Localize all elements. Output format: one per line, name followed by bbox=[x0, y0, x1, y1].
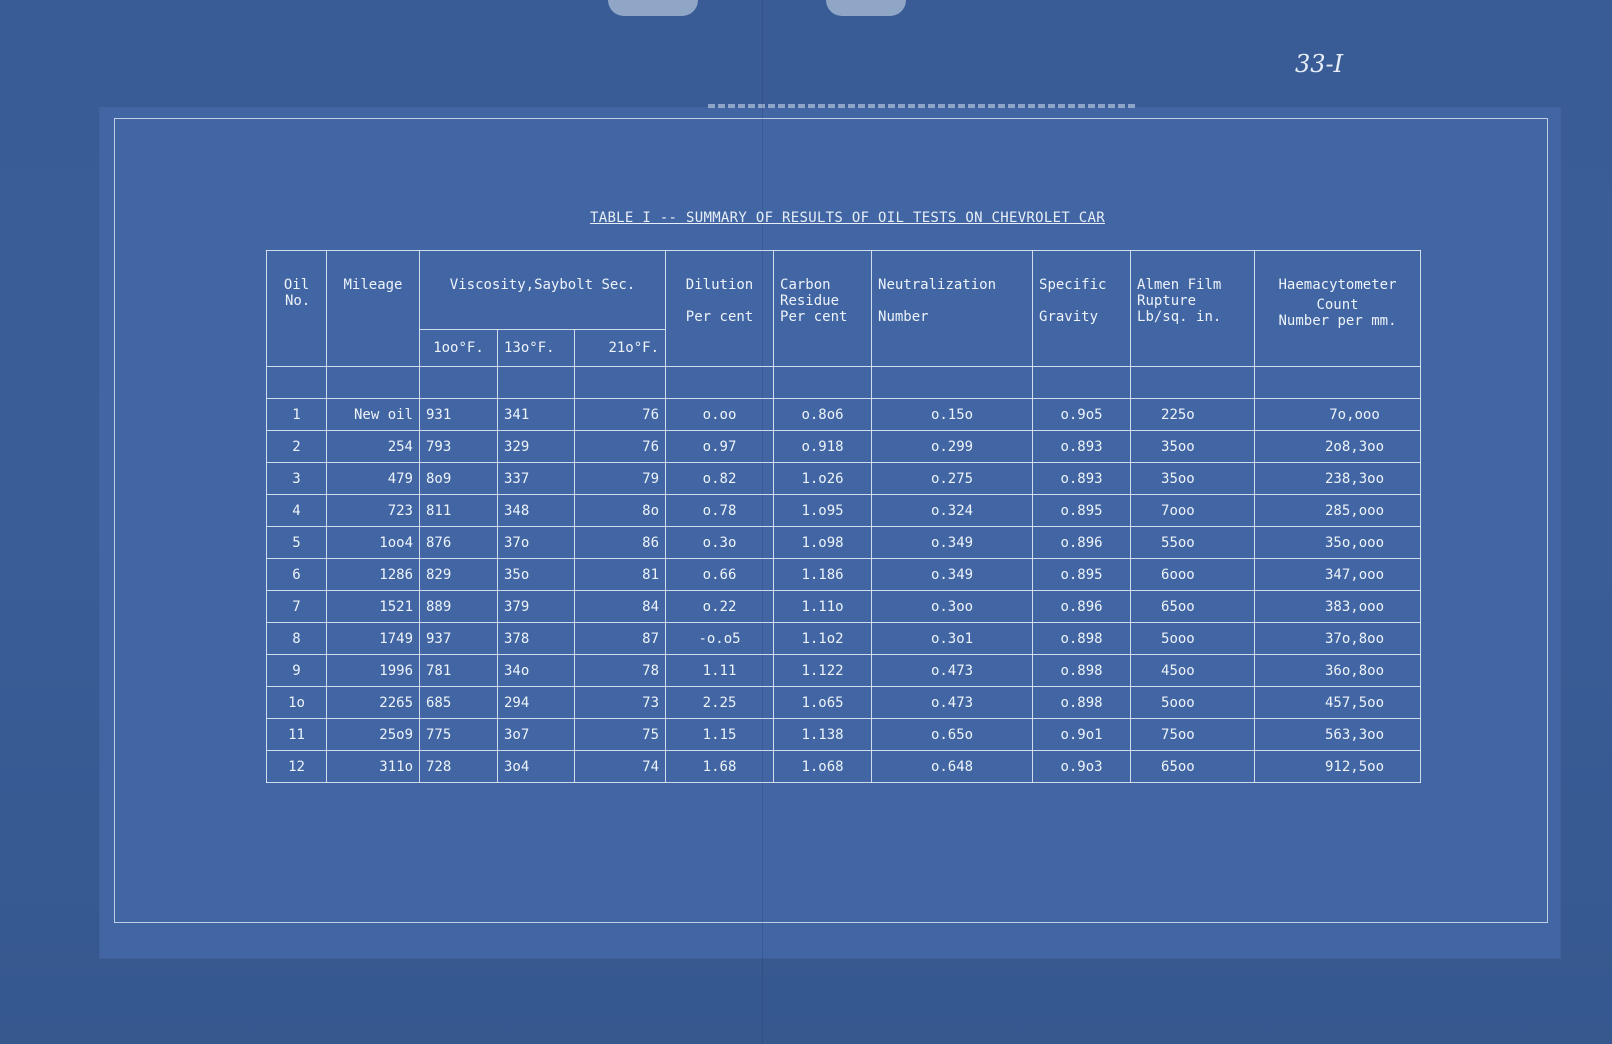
cell-visc-100: 931 bbox=[420, 399, 498, 431]
cell-carbon: 1.o26 bbox=[774, 463, 872, 495]
cell-visc-130: 341 bbox=[498, 399, 575, 431]
cell-haemacytometer: 36o,8oo bbox=[1255, 655, 1421, 687]
cell-specific-gravity: o.898 bbox=[1033, 623, 1131, 655]
cell-neutralization: o.65o bbox=[872, 719, 1033, 751]
header-dilution-line1: Dilution bbox=[685, 277, 754, 293]
header-haemacytometer-line3: Number per mm. bbox=[1278, 313, 1397, 329]
cell-oil-no: 5 bbox=[267, 527, 327, 559]
cell-haemacytometer: 457,5oo bbox=[1255, 687, 1421, 719]
cell-oil-no: 2 bbox=[267, 431, 327, 463]
cell-dilution: o.82 bbox=[666, 463, 774, 495]
cell-visc-210: 8o bbox=[575, 495, 666, 527]
header-almen-line2: Rupture bbox=[1137, 293, 1197, 309]
header-neutralization-line1: Neutralization bbox=[878, 277, 997, 293]
cell-almen: 5ooo bbox=[1131, 623, 1255, 655]
cell-mileage: 254 bbox=[327, 431, 420, 463]
cell-almen: 225o bbox=[1131, 399, 1255, 431]
cell-visc-210: 74 bbox=[575, 751, 666, 783]
cell-visc-130: 337 bbox=[498, 463, 575, 495]
cell-carbon: 1.o95 bbox=[774, 495, 872, 527]
table-title: TABLE I -- SUMMARY OF RESULTS OF OIL TESTS ON CHEVROLET CAR bbox=[590, 210, 1105, 226]
cell-almen: 7ooo bbox=[1131, 495, 1255, 527]
header-haemacytometer-line2: Count bbox=[1316, 297, 1359, 313]
cell-specific-gravity: o.898 bbox=[1033, 655, 1131, 687]
cell-oil-no: 9 bbox=[267, 655, 327, 687]
cell-haemacytometer: 563,3oo bbox=[1255, 719, 1421, 751]
cell-neutralization: o.3oo bbox=[872, 591, 1033, 623]
header-carbon-line3: Per cent bbox=[780, 309, 848, 325]
table-row bbox=[267, 623, 1421, 655]
cell-specific-gravity: o.898 bbox=[1033, 687, 1131, 719]
header-viscosity-label: Viscosity,Saybolt Sec. bbox=[449, 277, 636, 293]
cell-visc-210: 73 bbox=[575, 687, 666, 719]
cell-carbon: 1.o68 bbox=[774, 751, 872, 783]
table-row bbox=[267, 719, 1421, 751]
cell-carbon: 1.o98 bbox=[774, 527, 872, 559]
header-almen bbox=[1131, 251, 1255, 367]
cell-carbon: 1.11o bbox=[774, 591, 872, 623]
cell-neutralization: o.3o1 bbox=[872, 623, 1033, 655]
results-table-body bbox=[267, 367, 1421, 783]
cell-specific-gravity: o.896 bbox=[1033, 591, 1131, 623]
cell-visc-100: 8o9 bbox=[420, 463, 498, 495]
cell-visc-100: 876 bbox=[420, 527, 498, 559]
cell-visc-130: 3o4 bbox=[498, 751, 575, 783]
header-specific-gravity bbox=[1033, 251, 1131, 367]
cell-almen: 65oo bbox=[1131, 591, 1255, 623]
cell-mileage: 479 bbox=[327, 463, 420, 495]
header-carbon-line1: Carbon bbox=[780, 277, 831, 293]
cell-dilution: -o.o5 bbox=[666, 623, 774, 655]
cell-oil-no: 8 bbox=[267, 623, 327, 655]
cell-visc-210: 76 bbox=[575, 399, 666, 431]
header-neutralization-line2: Number bbox=[878, 309, 929, 325]
cell-dilution: o.78 bbox=[666, 495, 774, 527]
cell-carbon: 1.186 bbox=[774, 559, 872, 591]
cell-carbon: o.918 bbox=[774, 431, 872, 463]
faded-heading-trace bbox=[708, 104, 1138, 108]
header-dilution bbox=[666, 251, 774, 367]
cell-dilution: 1.68 bbox=[666, 751, 774, 783]
cell-mileage: 2265 bbox=[327, 687, 420, 719]
cell-visc-130: 378 bbox=[498, 623, 575, 655]
cell-oil-no: 7 bbox=[267, 591, 327, 623]
cell-dilution: o.66 bbox=[666, 559, 774, 591]
cell-carbon: 1.1o2 bbox=[774, 623, 872, 655]
cell-dilution: 1.15 bbox=[666, 719, 774, 751]
cell-almen: 55oo bbox=[1131, 527, 1255, 559]
cell-visc-100: 775 bbox=[420, 719, 498, 751]
table-row bbox=[267, 463, 1421, 495]
cell-neutralization: o.15o bbox=[872, 399, 1033, 431]
cell-visc-210: 76 bbox=[575, 431, 666, 463]
cell-visc-100: 781 bbox=[420, 655, 498, 687]
cell-mileage: 311o bbox=[327, 751, 420, 783]
cell-specific-gravity: o.9o1 bbox=[1033, 719, 1131, 751]
cell-specific-gravity: o.893 bbox=[1033, 463, 1131, 495]
cell-visc-100: 811 bbox=[420, 495, 498, 527]
header-mileage-label: Mileage bbox=[343, 277, 403, 293]
cell-haemacytometer: 2o8,3oo bbox=[1255, 431, 1421, 463]
cell-oil-no: 12 bbox=[267, 751, 327, 783]
cell-almen: 6ooo bbox=[1131, 559, 1255, 591]
header-visc-100: 1oo°F. bbox=[420, 330, 498, 367]
cell-specific-gravity: o.893 bbox=[1033, 431, 1131, 463]
cell-almen: 45oo bbox=[1131, 655, 1255, 687]
cell-neutralization: o.349 bbox=[872, 527, 1033, 559]
cell-mileage: 25o9 bbox=[327, 719, 420, 751]
header-haemacytometer bbox=[1255, 251, 1421, 367]
cell-carbon: o.8o6 bbox=[774, 399, 872, 431]
header-spacer-row bbox=[267, 367, 1421, 399]
cell-visc-210: 78 bbox=[575, 655, 666, 687]
cell-visc-130: 34o bbox=[498, 655, 575, 687]
cell-carbon: 1.138 bbox=[774, 719, 872, 751]
cell-mileage: 1286 bbox=[327, 559, 420, 591]
cell-visc-210: 75 bbox=[575, 719, 666, 751]
cell-dilution: o.oo bbox=[666, 399, 774, 431]
cell-neutralization: o.299 bbox=[872, 431, 1033, 463]
table-row bbox=[267, 431, 1421, 463]
cell-visc-130: 3o7 bbox=[498, 719, 575, 751]
header-specific-gravity-line2: Gravity bbox=[1039, 309, 1099, 325]
header-specific-gravity-line1: Specific bbox=[1039, 277, 1107, 293]
cell-dilution: o.3o bbox=[666, 527, 774, 559]
cell-visc-130: 294 bbox=[498, 687, 575, 719]
cell-visc-130: 379 bbox=[498, 591, 575, 623]
cell-visc-210: 84 bbox=[575, 591, 666, 623]
table-row bbox=[267, 751, 1421, 783]
cell-carbon: 1.o65 bbox=[774, 687, 872, 719]
cell-neutralization: o.349 bbox=[872, 559, 1033, 591]
header-almen-line3: Lb/sq. in. bbox=[1137, 309, 1222, 325]
cell-almen: 5ooo bbox=[1131, 687, 1255, 719]
cell-neutralization: o.648 bbox=[872, 751, 1033, 783]
cell-visc-100: 685 bbox=[420, 687, 498, 719]
cell-mileage: 1996 bbox=[327, 655, 420, 687]
cell-mileage: 1749 bbox=[327, 623, 420, 655]
header-oil-no-line1: Oil bbox=[283, 277, 310, 293]
results-table bbox=[266, 250, 1421, 783]
cell-neutralization: o.324 bbox=[872, 495, 1033, 527]
table-row bbox=[267, 687, 1421, 719]
cell-almen: 35oo bbox=[1131, 463, 1255, 495]
table-row bbox=[267, 559, 1421, 591]
cell-dilution: o.22 bbox=[666, 591, 774, 623]
cell-dilution: 2.25 bbox=[666, 687, 774, 719]
cell-neutralization: o.473 bbox=[872, 687, 1033, 719]
table-row bbox=[267, 495, 1421, 527]
header-carbon bbox=[774, 251, 872, 367]
cell-visc-100: 937 bbox=[420, 623, 498, 655]
torn-edge-right bbox=[826, 0, 906, 16]
cell-haemacytometer: 7o,ooo bbox=[1255, 399, 1421, 431]
cell-specific-gravity: o.896 bbox=[1033, 527, 1131, 559]
header-neutralization bbox=[872, 251, 1033, 367]
cell-dilution: 1.11 bbox=[666, 655, 774, 687]
cell-haemacytometer: 37o,8oo bbox=[1255, 623, 1421, 655]
cell-dilution: o.97 bbox=[666, 431, 774, 463]
header-oil-no-line2: No. bbox=[285, 293, 311, 309]
header-visc-210: 21o°F. bbox=[575, 330, 666, 367]
cell-almen: 35oo bbox=[1131, 431, 1255, 463]
table-row bbox=[267, 591, 1421, 623]
header-dilution-line2: Per cent bbox=[685, 309, 754, 325]
cell-carbon: 1.122 bbox=[774, 655, 872, 687]
cell-visc-210: 79 bbox=[575, 463, 666, 495]
cell-oil-no: 3 bbox=[267, 463, 327, 495]
cell-haemacytometer: 347,ooo bbox=[1255, 559, 1421, 591]
cell-haemacytometer: 238,3oo bbox=[1255, 463, 1421, 495]
cell-visc-210: 81 bbox=[575, 559, 666, 591]
torn-edge-left bbox=[608, 0, 698, 16]
cell-visc-130: 329 bbox=[498, 431, 575, 463]
header-mileage bbox=[327, 251, 420, 367]
cell-almen: 65oo bbox=[1131, 751, 1255, 783]
cell-visc-130: 37o bbox=[498, 527, 575, 559]
header-almen-line1: Almen Film bbox=[1137, 277, 1222, 293]
cell-oil-no: 6 bbox=[267, 559, 327, 591]
cell-mileage: 723 bbox=[327, 495, 420, 527]
cell-visc-210: 86 bbox=[575, 527, 666, 559]
cell-mileage: New oil bbox=[327, 399, 420, 431]
cell-neutralization: o.275 bbox=[872, 463, 1033, 495]
cell-visc-210: 87 bbox=[575, 623, 666, 655]
cell-visc-130: 348 bbox=[498, 495, 575, 527]
cell-mileage: 1oo4 bbox=[327, 527, 420, 559]
cell-neutralization: o.473 bbox=[872, 655, 1033, 687]
cell-visc-100: 829 bbox=[420, 559, 498, 591]
cell-specific-gravity: o.895 bbox=[1033, 495, 1131, 527]
cell-haemacytometer: 912,5oo bbox=[1255, 751, 1421, 783]
table-row bbox=[267, 527, 1421, 559]
header-haemacytometer-line1: Haemacytometer bbox=[1278, 277, 1397, 293]
cell-specific-gravity: o.9o3 bbox=[1033, 751, 1131, 783]
table-row bbox=[267, 655, 1421, 687]
cell-visc-100: 793 bbox=[420, 431, 498, 463]
header-oil-no bbox=[267, 251, 327, 367]
header-visc-130: 13o°F. bbox=[498, 330, 575, 367]
cell-specific-gravity: o.895 bbox=[1033, 559, 1131, 591]
cell-haemacytometer: 285,ooo bbox=[1255, 495, 1421, 527]
header-viscosity bbox=[420, 251, 666, 330]
page-number: 33-I bbox=[1295, 50, 1344, 78]
table-row bbox=[267, 399, 1421, 431]
cell-oil-no: 11 bbox=[267, 719, 327, 751]
cell-mileage: 1521 bbox=[327, 591, 420, 623]
cell-almen: 75oo bbox=[1131, 719, 1255, 751]
cell-visc-100: 728 bbox=[420, 751, 498, 783]
cell-haemacytometer: 383,ooo bbox=[1255, 591, 1421, 623]
header-carbon-line2: Residue bbox=[780, 293, 840, 309]
cell-visc-100: 889 bbox=[420, 591, 498, 623]
cell-oil-no: 1 bbox=[267, 399, 327, 431]
cell-oil-no: 4 bbox=[267, 495, 327, 527]
cell-oil-no: 1o bbox=[267, 687, 327, 719]
cell-visc-130: 35o bbox=[498, 559, 575, 591]
cell-haemacytometer: 35o,ooo bbox=[1255, 527, 1421, 559]
cell-specific-gravity: o.9o5 bbox=[1033, 399, 1131, 431]
